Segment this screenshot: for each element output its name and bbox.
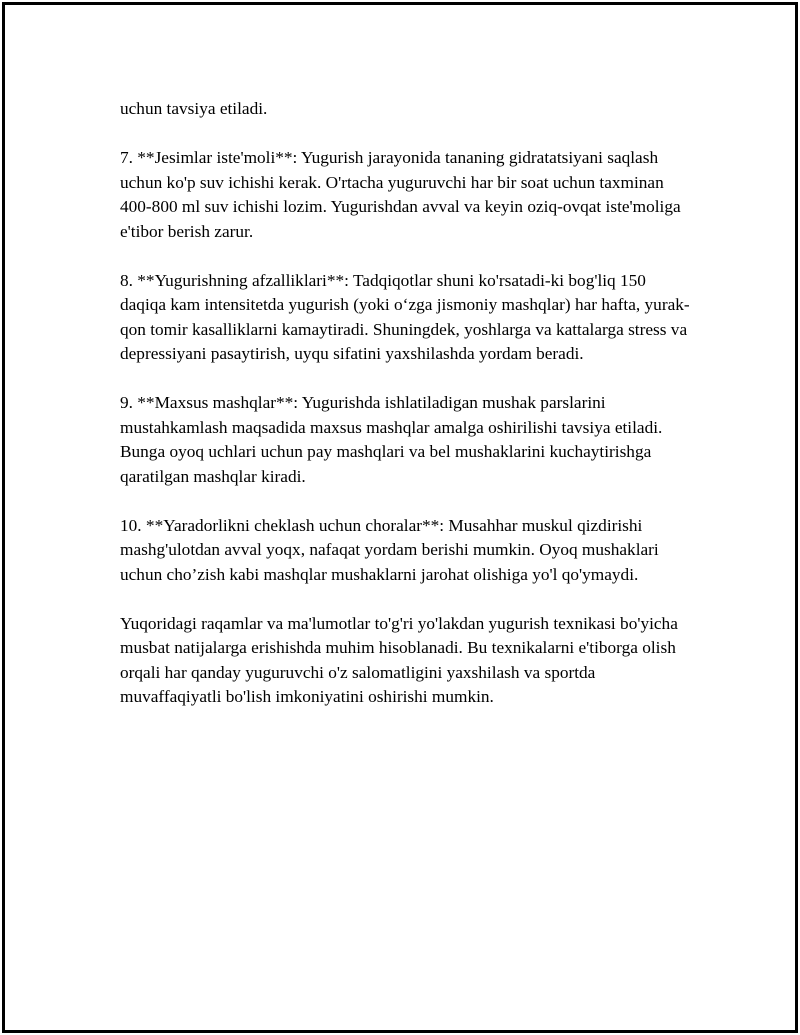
document-page — [2, 2, 798, 1033]
paragraph-item-10: 10. **Yaradorlikni cheklash uchun choralar**: Musahhar muskul qizdirishi mashg'ulotdan avval yoqx, nafaqat yordam berishi mumkin. Oyoq mushaklari uchun cho’zish kabi mashqlar mushaklarni jarohat olishiga yo'l qo'ymaydi. — [120, 515, 659, 584]
document-body — [120, 97, 690, 734]
paragraph-item-8: 8. **Yugurishning afzalliklari**: Tadqiqotlar shuni ko'rsatadi-ki bog'liq 150 daqiqa kam intensitetda yugurish (yoki o‘zga jismoniy mashqlar) har hafta, yurak-qon tomir kasalliklarni kamaytiradi. Shuningdek, yoshlarga va kattalarga stress va depressiyani pasaytirish, uyqu sifatini yaxshilashda yordam beradi. — [120, 270, 690, 363]
paragraph-item-7: 7. **Jesimlar iste'moli**: Yugurish jarayonida tananing gidratatsiyani saqlash uchun ko'p suv ichishi kerak. O'rtacha yuguruvchi har bir soat uchun taxminan 400-800 ml suv ichishi lozim. Yugurishdan avval va keyin oziq-ovqat iste'moliga e'tibor berish zarur. — [120, 148, 681, 241]
paragraph-continuation: uchun tavsiya etiladi. — [120, 99, 268, 118]
paragraph-item-9: 9. **Maxsus mashqlar**: Yugurishda ishlatiladigan mushak parslarini mustahkamlash maqsadida maxsus mashqlar amalga oshirilishi tavsiya etiladi. Bunga oyoq uchlari uchun pay mashqlari va bel mushaklarini kuchaytirishga qaratilgan mashqlar kiradi. — [120, 393, 663, 486]
paragraph-conclusion: Yuqoridagi raqamlar va ma'lumotlar to'g'ri yo'lakdan yugurish texnikasi bo'yicha musbat natijalarga erishishda muhim hisoblanadi. Bu texnikalarni e'tiborga olish orqali har qanday yuguruvchi o'z salomatligini yaxshilash va sportda muvaffaqiyatli bo'lish imkoniyatini oshirishi mumkin. — [120, 613, 678, 706]
